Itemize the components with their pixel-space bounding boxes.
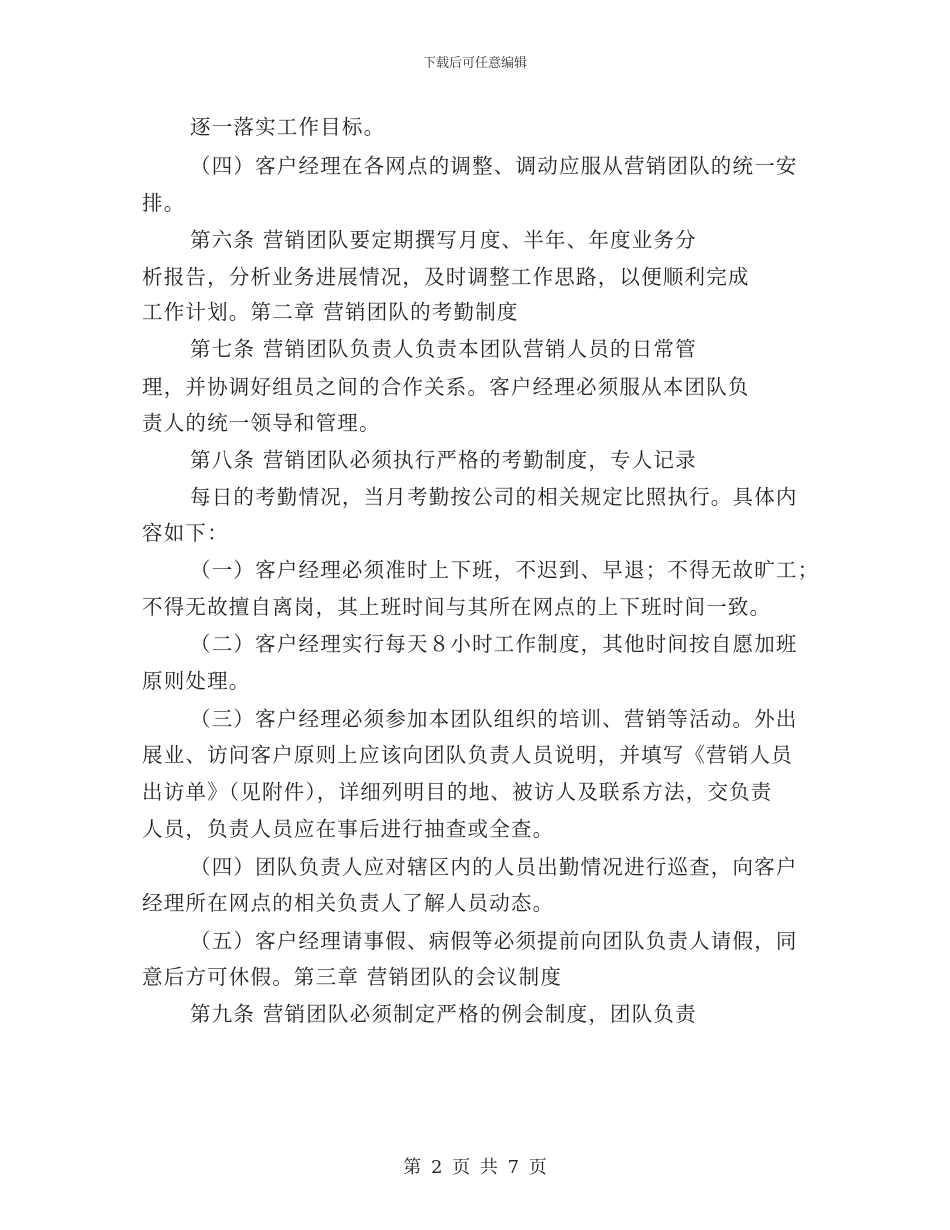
text-line: 责人的统一领导和管理。	[142, 411, 381, 435]
text-line: 逐一落实工作目标。	[190, 115, 386, 139]
page-header-note: 下载后可任意编辑	[422, 56, 527, 71]
page-number-footer: 第 2 页 共 7 页	[403, 1157, 547, 1178]
text-line: 工作计划。第二章 营销团队的考勤制度	[142, 300, 519, 324]
text-line: （四）团队负责人应对辖区内的人员出勤情况进行巡查，向客户	[190, 855, 798, 879]
text-line: 出访单》（见附件），详细列明目的地、被访人及联系方法，交负责	[142, 780, 773, 804]
text-line: 每日的考勤情况，当月考勤按公司的相关规定比照执行。具体内	[190, 485, 798, 509]
text-line: 第九条 营销团队必须制定严格的例会制度，团队负责	[190, 1002, 697, 1026]
text-line: 意后方可休假。第三章 营销团队的会议制度	[142, 965, 563, 989]
text-line: （四）客户经理在各网点的调整、调动应服从营销团队的统一安	[190, 154, 798, 178]
text-line: 析报告，分析业务进展情况，及时调整工作思路，以便顺利完成	[142, 265, 750, 289]
text-line: 第八条 营销团队必须执行严格的考勤制度，专人记录	[190, 448, 697, 472]
text-line: 第六条 营销团队要定期撰写月度、半年、年度业务分	[190, 228, 697, 252]
text-line: （一）客户经理必须准时上下班，不迟到、早退；不得无故旷工；	[190, 558, 820, 582]
text-line: 经理所在网点的相关负责人了解人员动态。	[142, 891, 555, 915]
text-line: （二）客户经理实行每天８小时工作制度，其他时间按自愿加班	[190, 632, 798, 656]
text-line: 原则处理。	[142, 669, 251, 693]
text-line: 不得无故擅自离岗，其上班时间与其所在网点的上下班时间一致。	[142, 595, 772, 619]
text-line: 第七条 营销团队负责人负责本团队营销人员的日常管	[190, 337, 697, 361]
text-line: 容如下：	[142, 521, 229, 545]
text-line: 人员，负责人员应在事后进行抽查或全查。	[142, 817, 555, 841]
text-line: （三）客户经理必须参加本团队组织的培训、营销等活动。外出	[190, 707, 798, 731]
text-line: 理，并协调好组员之间的合作关系。客户经理必须服从本团队负	[142, 375, 750, 399]
text-line: （五）客户经理请事假、病假等必须提前向团队负责人请假，同	[190, 929, 798, 953]
text-line: 排。	[142, 191, 186, 215]
text-line: 展业、访问客户原则上应该向团队负责人员说明，并填写《营销人员	[142, 743, 793, 767]
